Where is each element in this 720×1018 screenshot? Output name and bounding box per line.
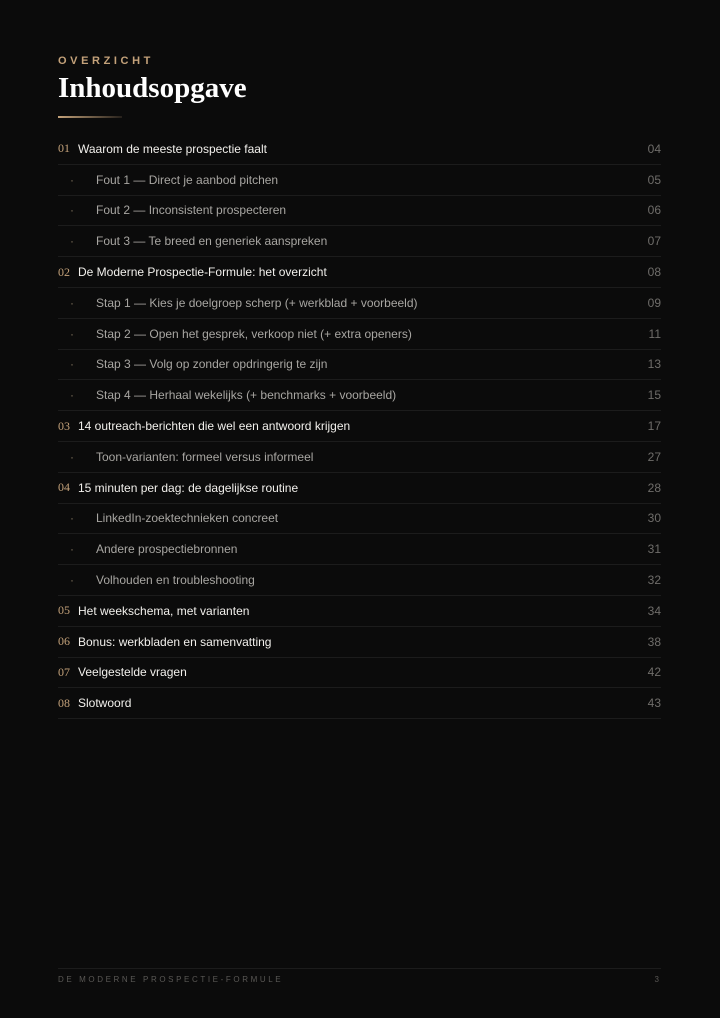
toc-chapter-row[interactable] [58, 627, 661, 658]
subsection-title: Fout 2 — Inconsistent prospecteren [96, 203, 287, 218]
toc-page-number: 28 [647, 480, 661, 495]
toc-page-number: 30 [647, 511, 661, 526]
bullet-dot-icon: · [70, 542, 74, 557]
subsection-title: LinkedIn-zoektechnieken concreet [96, 511, 279, 526]
subsection-title: Fout 1 — Direct je aanbod pitchen [96, 172, 279, 187]
bullet-dot-icon: · [70, 172, 74, 187]
toc-page-number: 38 [647, 634, 661, 649]
toc-chapter-row[interactable] [58, 411, 661, 442]
toc-page-number: 15 [647, 388, 661, 403]
toc-subsection-row[interactable] [58, 288, 661, 319]
toc-page-number: 27 [647, 449, 661, 464]
chapter-title: De Moderne Prospectie-Formule: het overzicht [78, 265, 327, 280]
toc-chapter-row[interactable] [58, 658, 661, 689]
footer-page-number: 3 [654, 975, 659, 984]
toc-page-number: 04 [647, 141, 661, 156]
chapter-number: 04 [58, 480, 70, 495]
page-title: Inhoudsopgave [58, 72, 247, 104]
bullet-dot-icon: · [70, 203, 74, 218]
toc-page-number: 34 [647, 603, 661, 618]
bullet-dot-icon: · [70, 449, 74, 464]
toc-chapter-row[interactable] [58, 257, 661, 288]
toc-page-number: 42 [647, 665, 661, 680]
chapter-number: 08 [58, 695, 70, 710]
toc-chapter-row[interactable] [58, 134, 661, 165]
toc-subsection-row[interactable] [58, 380, 661, 411]
toc-subsection-row[interactable] [58, 350, 661, 381]
toc-chapter-row[interactable] [58, 688, 661, 719]
subsection-title: Stap 2 — Open het gesprek, verkoop niet (+ extra openers) [96, 326, 412, 341]
toc-subsection-row[interactable] [58, 319, 661, 350]
chapter-title: Waarom de meeste prospectie faalt [78, 141, 267, 156]
footer-divider [58, 968, 661, 969]
subsection-title: Stap 3 — Volg op zonder opdringerig te zijn [96, 357, 328, 372]
toc-page-number: 06 [647, 203, 661, 218]
toc-page-number: 07 [647, 234, 661, 249]
toc-page-number: 09 [647, 295, 661, 310]
toc-page-number: 05 [647, 172, 661, 187]
toc-page-number: 32 [647, 573, 661, 588]
bullet-dot-icon: · [70, 234, 74, 249]
footer-running-title: DE MODERNE PROSPECTIE-FORMULE [58, 975, 284, 984]
toc-page-number: 08 [647, 265, 661, 280]
chapter-title: Veelgestelde vragen [78, 665, 187, 680]
subsection-title: Fout 3 — Te breed en generiek aanspreken [96, 234, 328, 249]
chapter-number: 01 [58, 141, 70, 156]
subsection-title: Toon-varianten: formeel versus informeel [96, 449, 314, 464]
chapter-title: Het weekschema, met varianten [78, 603, 250, 618]
subsection-title: Volhouden en troubleshooting [96, 573, 255, 588]
title-underline [58, 116, 122, 118]
chapter-number: 02 [58, 264, 70, 279]
subsection-title: Stap 4 — Herhaal wekelijks (+ benchmarks + voorbeeld) [96, 388, 397, 403]
toc-chapter-row[interactable] [58, 473, 661, 504]
chapter-title: 15 minuten per dag: de dagelijkse routine [78, 480, 299, 495]
bullet-dot-icon: · [70, 295, 74, 310]
toc-page-number: 17 [647, 419, 661, 434]
toc-subsection-row[interactable] [58, 196, 661, 227]
toc-subsection-row[interactable] [58, 504, 661, 535]
toc-page-number: 43 [647, 696, 661, 711]
bullet-dot-icon: · [70, 573, 74, 588]
bullet-dot-icon: · [70, 326, 74, 341]
chapter-title: Bonus: werkbladen en samenvatting [78, 634, 272, 649]
chapter-number: 06 [58, 634, 70, 649]
chapter-number: 03 [58, 418, 70, 433]
chapter-title: 14 outreach-berichten die wel een antwoord krijgen [78, 419, 351, 434]
subsection-title: Stap 1 — Kies je doelgroep scherp (+ werkblad + voorbeeld) [96, 295, 418, 310]
toc-chapter-row[interactable] [58, 596, 661, 627]
section-eyebrow: OVERZICHT [58, 55, 154, 67]
chapter-number: 05 [58, 603, 70, 618]
toc-page-number: 11 [648, 326, 661, 341]
table-of-contents [58, 134, 661, 719]
toc-subsection-row[interactable] [58, 565, 661, 596]
bullet-dot-icon: · [70, 388, 74, 403]
toc-page-number: 31 [647, 542, 661, 557]
subsection-title: Andere prospectiebronnen [96, 542, 238, 557]
bullet-dot-icon: · [70, 511, 74, 526]
toc-subsection-row[interactable] [58, 226, 661, 257]
toc-page-number: 13 [647, 357, 661, 372]
toc-subsection-row[interactable] [58, 534, 661, 565]
bullet-dot-icon: · [70, 357, 74, 372]
chapter-number: 07 [58, 664, 70, 679]
toc-subsection-row[interactable] [58, 442, 661, 473]
chapter-title: Slotwoord [78, 696, 132, 711]
toc-subsection-row[interactable] [58, 165, 661, 196]
